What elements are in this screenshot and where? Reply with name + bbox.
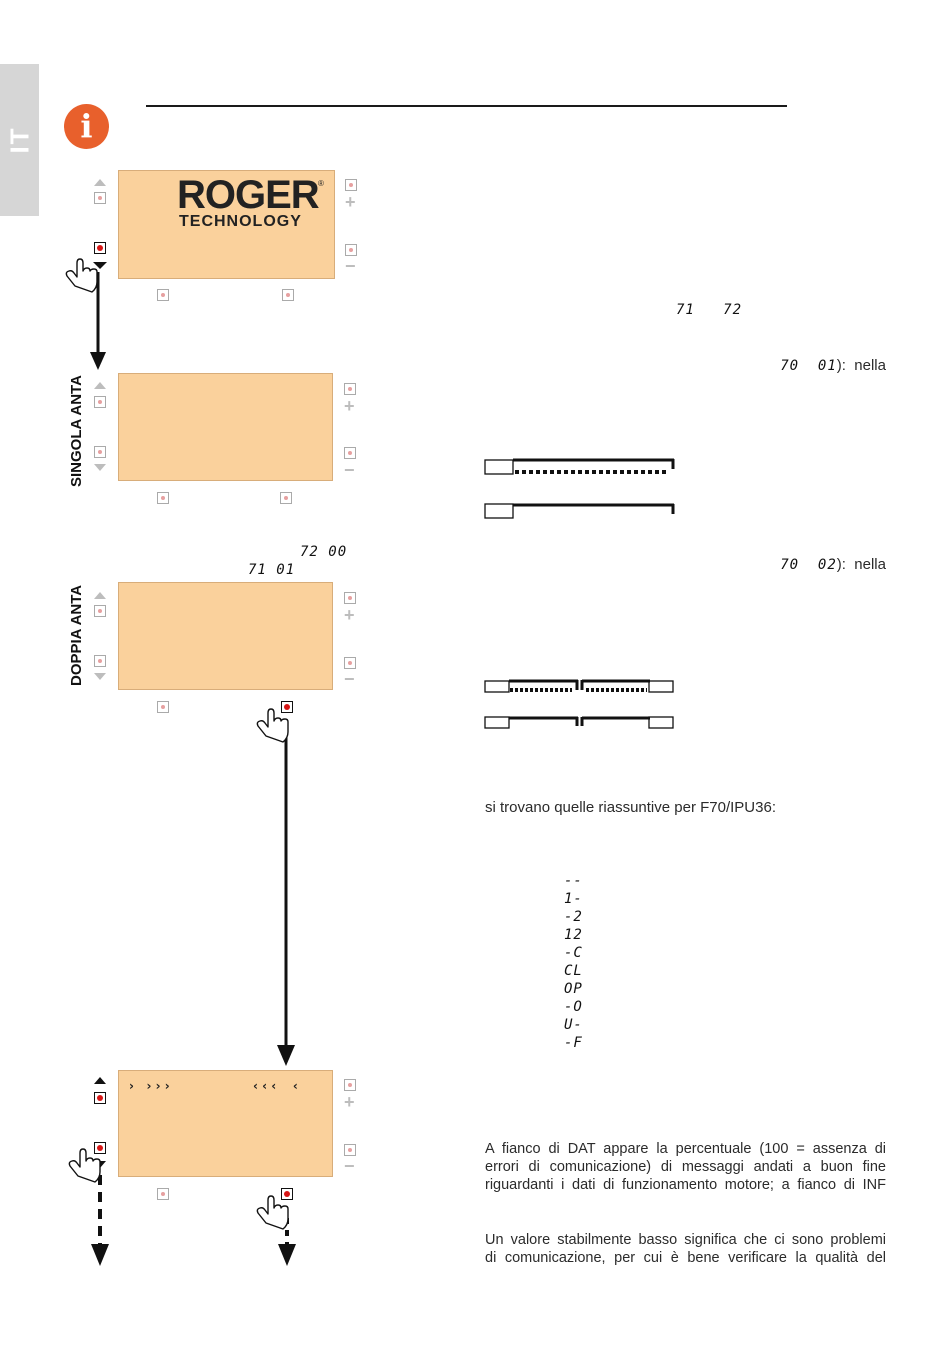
- hand-pointer-icon: [257, 1196, 288, 1229]
- button-down[interactable]: [94, 655, 106, 667]
- minus-icon: −: [345, 256, 356, 276]
- code-double-top: 72 00: [300, 544, 348, 560]
- button-down[interactable]: [94, 446, 106, 458]
- button-down[interactable]: [94, 1142, 106, 1154]
- arrow-up-icon: [94, 382, 106, 389]
- logo-subtitle: TECHNOLOGY: [179, 213, 302, 230]
- arrow-down-icon: [94, 464, 106, 471]
- arrow-down-icon: [91, 1244, 109, 1266]
- hand-pointer-icon: [66, 259, 97, 292]
- button-down[interactable]: [94, 242, 106, 254]
- status-code: 12: [564, 927, 583, 943]
- status-code: 1-: [564, 891, 583, 907]
- button-plus[interactable]: [344, 383, 356, 395]
- button-left[interactable]: [157, 289, 169, 301]
- low-value-paragraph: [485, 1231, 886, 1267]
- button-right[interactable]: [281, 701, 293, 713]
- plus-icon: +: [344, 396, 355, 416]
- single-suffix: ): nella: [836, 357, 886, 374]
- param-codes: 71 72: [676, 302, 743, 318]
- single-leaf-bar-dashed: [485, 459, 674, 474]
- arrow-down-icon: [90, 352, 106, 370]
- hand-pointer-icon: [257, 709, 288, 742]
- status-code: -F: [564, 1035, 583, 1051]
- arrow-up-icon: [94, 592, 106, 599]
- label-single-leaf: SINGOLA ANTA: [68, 375, 85, 487]
- arrow-down-icon: [93, 262, 107, 269]
- single-code: 70 01: [780, 358, 837, 374]
- lcd-display-double: [118, 582, 333, 690]
- double-leaf-bar-dashed: [485, 680, 673, 692]
- double-code: 70 02: [780, 557, 837, 573]
- language-tab-label: IT: [4, 126, 34, 154]
- logo-brand: ROGER: [177, 173, 319, 217]
- arrow-down-icon: [277, 1045, 295, 1066]
- double-leaf-bar-solid: [485, 717, 673, 728]
- status-code: OP: [564, 981, 583, 997]
- button-left[interactable]: [157, 1188, 169, 1200]
- plus-icon: +: [344, 1092, 355, 1112]
- single-leaf-bar-solid: [485, 504, 674, 518]
- minus-icon: −: [344, 669, 355, 689]
- button-left[interactable]: [157, 492, 169, 504]
- status-code: -C: [564, 945, 583, 961]
- status-code: --: [564, 873, 583, 889]
- dat-line: A fianco di DAT appare la percentuale (100 = assenza di: [485, 1141, 886, 1157]
- code-double-bottom: 71 01: [248, 562, 296, 578]
- button-left[interactable]: [157, 701, 169, 713]
- arrow-down-icon: [278, 1244, 296, 1266]
- button-up[interactable]: [94, 192, 106, 204]
- minus-icon: −: [344, 1156, 355, 1176]
- status-code: -O: [564, 999, 583, 1015]
- dat-line: riguardanti i dati di funzionamento motore; a fianco di INF: [485, 1177, 886, 1193]
- status-code-list: [564, 872, 583, 1052]
- arrow-up-icon: [94, 1077, 106, 1084]
- single-code-line: [700, 357, 886, 375]
- info-icon-glyph: i: [80, 107, 93, 145]
- lcd-display-single: [118, 373, 333, 481]
- button-minus[interactable]: [345, 244, 357, 256]
- logo-registered: ®: [318, 179, 324, 188]
- double-code-line: [700, 556, 886, 574]
- dat-line: errori di comunicazione) di messaggi andati a buon fine: [485, 1159, 886, 1175]
- summary-intro: si trovano quelle riassuntive per F70/IPU36:: [485, 799, 776, 816]
- button-plus[interactable]: [344, 592, 356, 604]
- button-plus[interactable]: [344, 1079, 356, 1091]
- label-double-leaf: DOPPIA ANTA: [68, 584, 85, 686]
- button-minus[interactable]: [344, 447, 356, 459]
- button-up[interactable]: [94, 1092, 106, 1104]
- status-code: CL: [564, 963, 583, 979]
- low-value-line: di comunicazione, per cui è bene verificare la qualità del: [485, 1250, 886, 1266]
- button-up[interactable]: [94, 396, 106, 408]
- button-plus[interactable]: [345, 179, 357, 191]
- button-minus[interactable]: [344, 1144, 356, 1156]
- plus-icon: +: [344, 605, 355, 625]
- low-value-line: Un valore stabilmente basso significa che ci sono problemi: [485, 1232, 886, 1248]
- double-suffix: ): nella: [836, 556, 886, 573]
- dat-paragraph: [485, 1140, 886, 1194]
- lcd-display-status: [118, 1070, 333, 1177]
- minus-icon: −: [344, 460, 355, 480]
- button-right[interactable]: [280, 492, 292, 504]
- status-code: -2: [564, 909, 583, 925]
- lcd-display-home: [118, 170, 335, 279]
- button-right[interactable]: [281, 1188, 293, 1200]
- button-up[interactable]: [94, 605, 106, 617]
- arrow-up-icon: [94, 179, 106, 186]
- arrow-down-icon: [94, 673, 106, 680]
- button-minus[interactable]: [344, 657, 356, 669]
- button-right[interactable]: [282, 289, 294, 301]
- status-code: U-: [564, 1017, 583, 1033]
- plus-icon: +: [345, 192, 356, 212]
- status-marks-right: ‹ ‹ ‹ ‹: [253, 1079, 298, 1093]
- status-marks-left: › › › ›: [129, 1079, 170, 1093]
